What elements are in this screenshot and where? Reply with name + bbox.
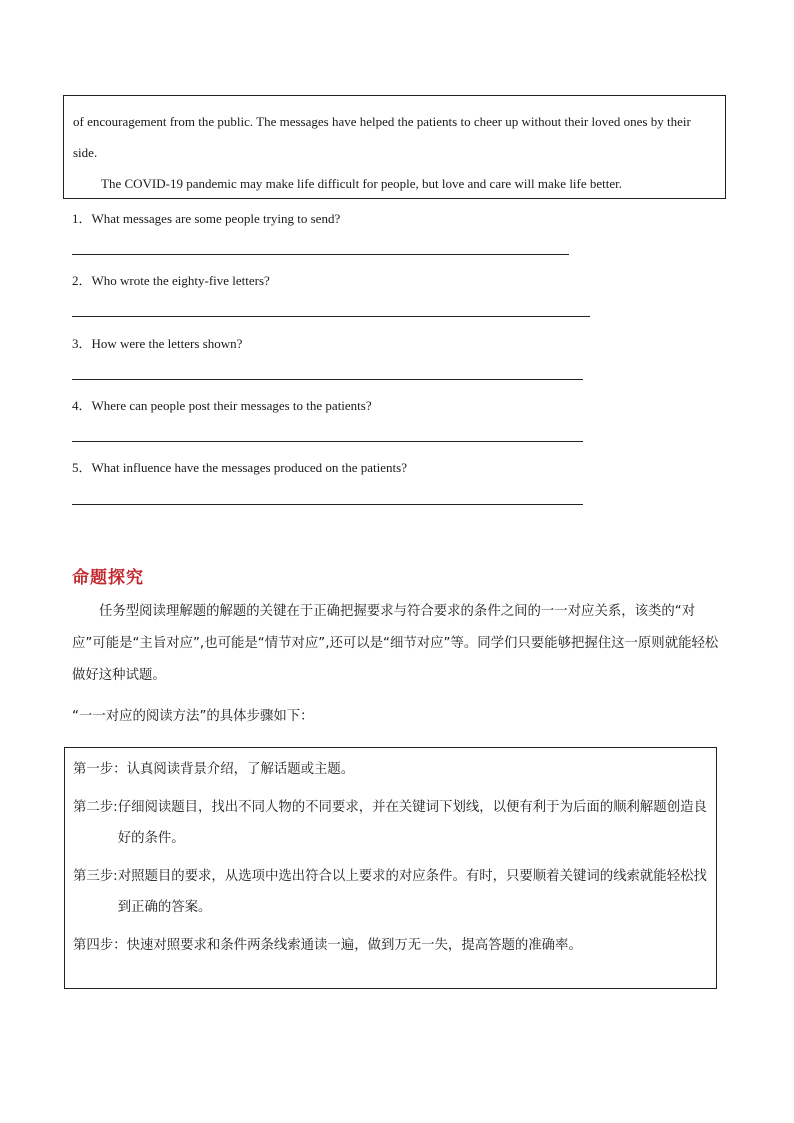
question-2: 2．Who wrote the eighty-five letters?	[72, 273, 270, 288]
step-4	[73, 930, 710, 961]
answer-line-2[interactable]	[72, 316, 590, 317]
step-text: 认真阅读背景介绍，了解话题或主题。	[126, 762, 355, 777]
passage-paragraph-1: of encouragement from the public. The messages have helped the patients to cheer up without their loved ones by their side.	[73, 114, 691, 160]
section-intro-paragraph: 任务型阅读理解题的解题的关键在于正确把握要求与符合要求的条件之间的一一对应关系，该类的“对应”可能是“主旨对应”,也可能是“情节对应”,还可以是“细节对应”等。同学们只要能够把握住这一原则就能轻松做好这种试题。	[72, 604, 719, 683]
question-4: 4．Where can people post their messages to the patients?	[72, 398, 372, 413]
step-label: 第一步：	[73, 762, 127, 777]
passage-excerpt-box	[63, 95, 726, 199]
step-1	[73, 754, 710, 785]
step-text: 仔细阅读题目，找出不同人物的不同要求，并在关键词下划线，以便有利于为后面的顺利解题创造良好的条件。	[117, 800, 707, 846]
question-3: 3．How were the letters shown?	[72, 336, 243, 351]
step-label: 第三步:	[73, 869, 118, 884]
step-text: 对照题目的要求，从选项中选出符合以上要求的对应条件。有时，只要顺着关键词的线索就能轻松找到正确的答案。	[117, 869, 707, 915]
method-intro: “一一对应的阅读方法”的具体步骤如下：	[72, 709, 314, 724]
answer-line-5[interactable]	[72, 504, 583, 505]
step-label: 第四步：	[73, 938, 127, 953]
step-3	[73, 861, 710, 923]
answer-line-3[interactable]	[72, 379, 583, 380]
passage-paragraph-2: The COVID-19 pandemic may make life difficult for people, but love and care will make life better.	[101, 176, 623, 191]
steps-box	[64, 747, 717, 989]
step-2	[73, 792, 710, 854]
section-heading: 命题探究	[72, 568, 144, 588]
answer-line-4[interactable]	[72, 441, 583, 442]
step-label: 第二步:	[73, 800, 118, 815]
answer-line-1[interactable]	[72, 254, 569, 255]
step-text: 快速对照要求和条件两条线索通读一遍，做到万无一失，提高答题的准确率。	[126, 938, 582, 953]
question-1: 1．What messages are some people trying to send?	[72, 211, 341, 226]
question-5: 5．What influence have the messages produced on the patients?	[72, 460, 407, 475]
